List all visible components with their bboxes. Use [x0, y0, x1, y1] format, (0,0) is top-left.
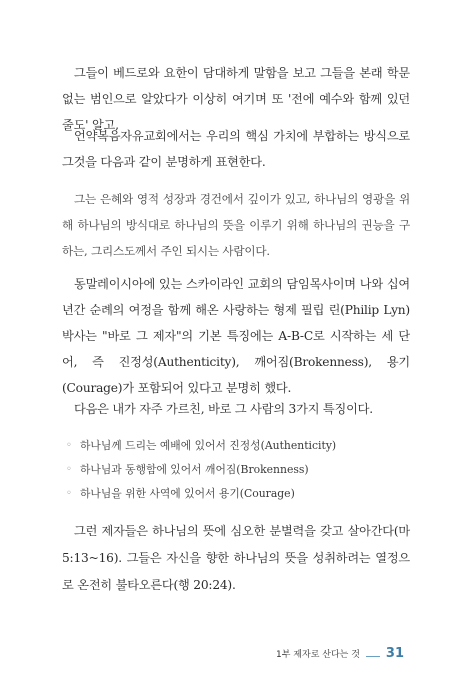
list-item-text: 하나님께 드리는 예배에 있어서 진정성(Authenticity): [80, 439, 337, 452]
bullet-icon: ◦: [66, 464, 72, 475]
definition-paragraph: 그는 은혜와 영적 성장과 경건에서 깊이가 있고, 하나님의 영광을 위해 하나님의 방식대로 하나님의 뜻을 이루기 위해 하나님의 권능을 구하는, 그리스도께서 주인 되시는 사람이다.: [62, 192, 410, 258]
running-section-title: 1부 제자로 산다는 것: [276, 650, 360, 660]
bullet-icon: ◦: [66, 440, 72, 451]
list-item-text: 하나님과 동행함에 있어서 깨어짐(Brokenness): [80, 463, 309, 476]
abc-characteristics-paragraph: 동말레이시아에 있는 스카이라인 교회의 담임목사이며 나와 십여 년간 순례의 여정을 함께 해온 사랑하는 형제 필립 린(Philip Lyn) 박사는 "바로 그 제자"의 기본 특징에는 A-B-C로 시작하는 세 단어, 즉 진정성(Authenticity), 깨어짐(Brokenness), 용기(Courage)가 포함되어 있다고 분명히 했다.: [62, 277, 410, 395]
three-traits-lead-paragraph: 다음은 내가 자주 가르친, 바로 그 사람의 3가지 특징이다.: [74, 402, 373, 416]
list-item: [62, 434, 410, 458]
list-item-text: 하나님을 위한 사역에 있어서 용기(Courage): [80, 487, 295, 500]
closing-paragraph: 그런 제자들은 하나님의 뜻에 심오한 분별력을 갖고 살아간다(마 5:13~16). 그들은 자신을 향한 하나님의 뜻을 성취하려는 열정으로 온전히 불타오른다(행 20:24).: [62, 524, 410, 592]
traits-list: [62, 434, 410, 506]
list-item: [62, 458, 410, 482]
bullet-icon: ◦: [66, 488, 72, 499]
intro-paragraph: 언약복음자유교회에서는 우리의 핵심 가치에 부합하는 방식으로 그것을 다음과 같이 분명하게 표현한다.: [62, 129, 410, 169]
footer-divider: [366, 656, 380, 657]
page-footer: [276, 646, 404, 661]
list-item: [62, 482, 410, 506]
scripture-quote-paragraph: 그들이 베드로와 요한이 담대하게 말함을 보고 그들을 본래 학문 없는 범인으로 알았다가 이상히 여기며 또 '전에 예수와 함께 있던 줄도' 알고,: [62, 66, 410, 132]
page-number: 31: [385, 646, 404, 661]
